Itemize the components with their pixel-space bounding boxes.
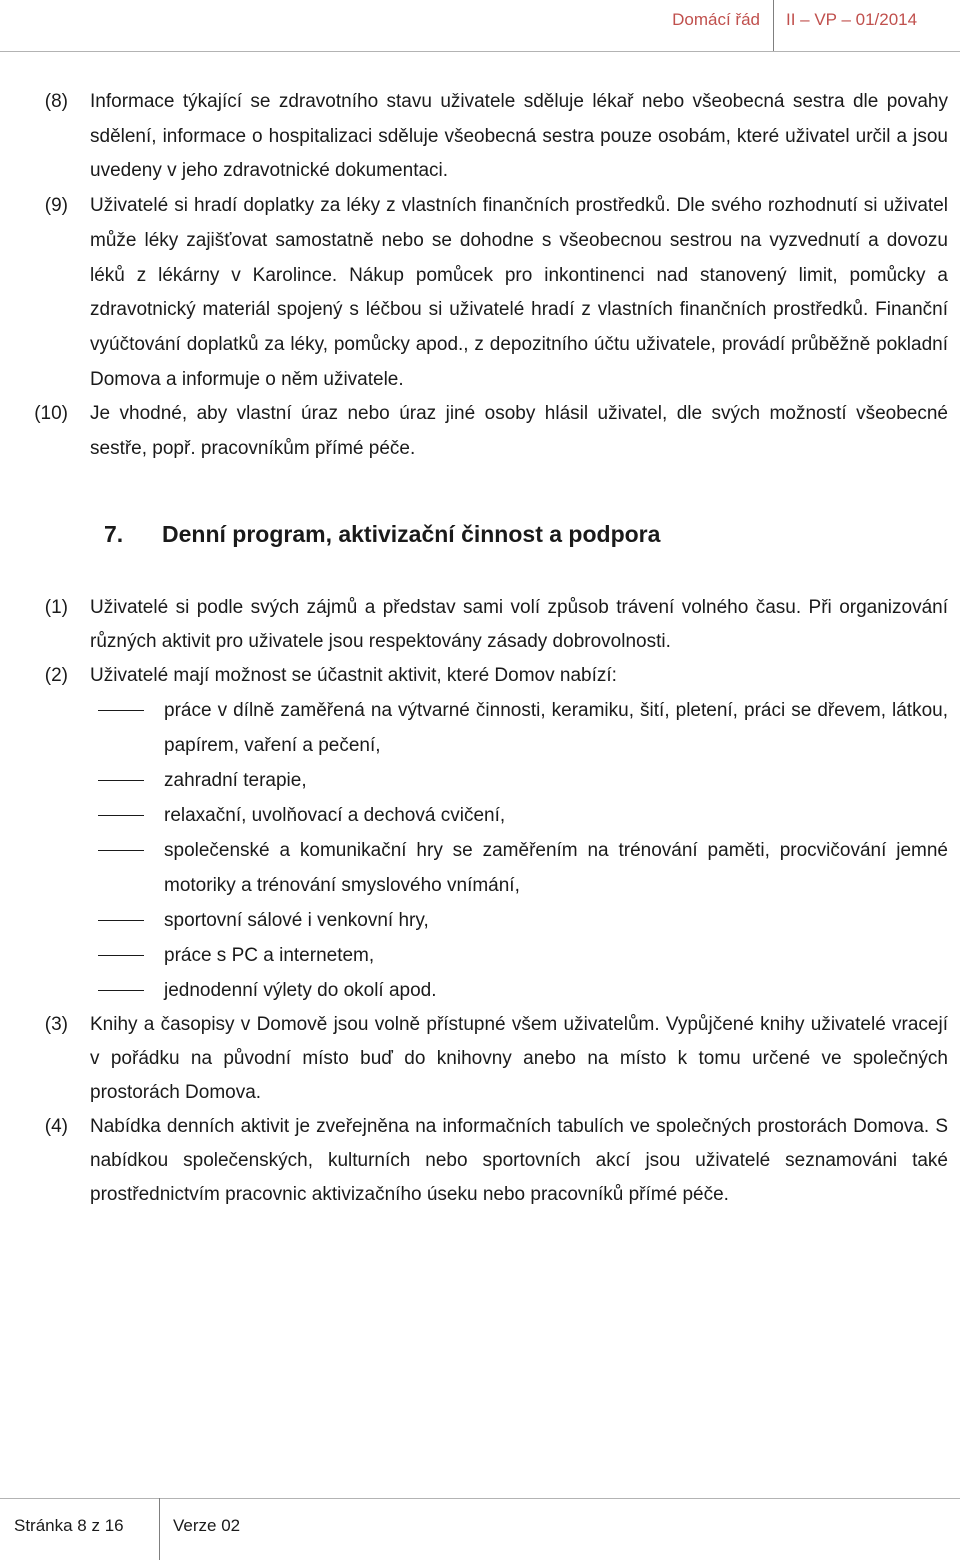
footer-separator — [159, 1498, 160, 1560]
paragraph-1 — [0, 591, 948, 659]
paragraph-9 — [0, 189, 948, 397]
dash-bullet — [98, 850, 144, 851]
document-title: Domácí řád — [672, 10, 760, 29]
list-item-text: společenské a komunikační hry se zaměřením na trénování paměti, procvičování jemné motoriky a trénování smyslového vnímání, — [164, 839, 948, 896]
page-footer — [0, 1498, 960, 1560]
paragraph-text: Uživatelé si podle svých zájmů a představ sami volí způsob trávení volného času. Při organizování různých aktivit pro uživatele jsou respektovány zásady dobrovolnosti. — [90, 596, 948, 652]
paragraph-text: Uživatelé mají možnost se účastnit aktivit, které Domov nabízí: — [90, 664, 617, 686]
section-title: Denní program, aktivizační činnost a podpora — [162, 520, 661, 547]
page-content — [0, 85, 960, 1212]
dash-bullet — [98, 955, 144, 956]
list-item-text: sportovní sálové i venkovní hry, — [164, 909, 429, 931]
paragraph-text: Uživatelé si hradí doplatky za léky z vlastních finančních prostředků. Dle svého rozhodnutí si uživatel může léky zajišťovat samostatně nebo se dohodne s všeobecnou sestrou na vyzvednutí a dovozu léků z lékárny v Karolince. Nákup pomůcek pro inkontinenci nad stanovený limit, pomůcky a zdravotnický materiál spojený s léčbou si uživatelé hradí z vlastních finančních prostředků. Finanční vyúčtování doplatků za léky, pomůcky apod., z depozitního účtu uživatele, provádí průběžně pokladní Domova a informuje o něm uživatele. — [90, 195, 948, 390]
paragraph-2 — [0, 659, 948, 693]
list-item — [0, 833, 948, 903]
paragraph-8 — [0, 85, 948, 189]
list-item-text: práce v dílně zaměřená na výtvarné činnosti, keramiku, šití, pletení, práci se dřevem, látkou, papírem, vaření a pečení, — [164, 699, 948, 756]
list-item-text: relaxační, uvolňovací a dechová cvičení, — [164, 804, 506, 826]
document-code: II – VP – 01/2014 — [786, 10, 918, 29]
section-heading — [0, 521, 960, 561]
list-item-text: zahradní terapie, — [164, 769, 307, 791]
list-item-text: práce s PC a internetem, — [164, 944, 375, 966]
list-item — [0, 693, 948, 763]
paragraph-number: (3) — [44, 1013, 68, 1035]
page-number: Stránka 8 z 16 — [14, 1516, 124, 1535]
list-item — [0, 903, 948, 938]
list-item — [0, 798, 948, 833]
list-item — [0, 763, 948, 798]
document-version: Verze 02 — [173, 1516, 241, 1535]
paragraph-number: (9) — [44, 195, 68, 217]
paragraph-10 — [0, 397, 948, 466]
dash-bullet — [98, 815, 144, 816]
list-item-text: jednodenní výlety do okolí apod. — [164, 979, 437, 1001]
paragraph-number: (4) — [44, 1115, 68, 1137]
paragraph-text: Je vhodné, aby vlastní úraz nebo úraz jiné osoby hlásil uživatel, dle svých možností všeobecné sestře, popř. pracovníkům přímé péče. — [90, 403, 948, 460]
footer-rule — [0, 1498, 960, 1499]
paragraph-number: (2) — [44, 664, 68, 686]
dash-bullet — [98, 710, 144, 711]
paragraph-4 — [0, 1110, 948, 1212]
list-item — [0, 938, 948, 973]
paragraph-text: Informace týkající se zdravotního stavu uživatele sděluje lékař nebo všeobecná sestra dle povahy sdělení, informace o hospitalizaci sděluje všeobecná sestra pouze osobám, které uživatel určil a jsou uvedeny v jeho zdravotnické dokumentaci. — [90, 91, 948, 182]
page-header — [0, 0, 960, 52]
activities-list — [0, 693, 960, 1008]
paragraph-text: Knihy a časopisy v Domově jsou volně přístupné všem uživatelům. Vypůjčené knihy uživatelé vracejí v pořádku na původní místo buď do knihovny anebo na místo k tomu určené ve společných prostorách Domova. — [90, 1013, 948, 1103]
dash-bullet — [98, 920, 144, 921]
paragraph-number: (10) — [34, 403, 68, 425]
paragraph-number: (8) — [44, 91, 68, 112]
header-separator — [773, 0, 774, 52]
header-rule — [0, 51, 960, 52]
paragraph-3 — [0, 1008, 948, 1110]
paragraph-text: Nabídka denních aktivit je zveřejněna na informačních tabulích ve společných prostorách Domova. S nabídkou společenských, kulturních nebo sportovních akcí jsou uživatelé seznamováni také prostřednictvím pracovnic aktivizačního úseku nebo pracovníků přímé péče. — [90, 1115, 948, 1205]
section-number: 7. — [104, 520, 124, 547]
list-item — [0, 973, 948, 1008]
dash-bullet — [98, 780, 144, 781]
dash-bullet — [98, 990, 144, 991]
paragraph-number: (1) — [44, 596, 68, 618]
